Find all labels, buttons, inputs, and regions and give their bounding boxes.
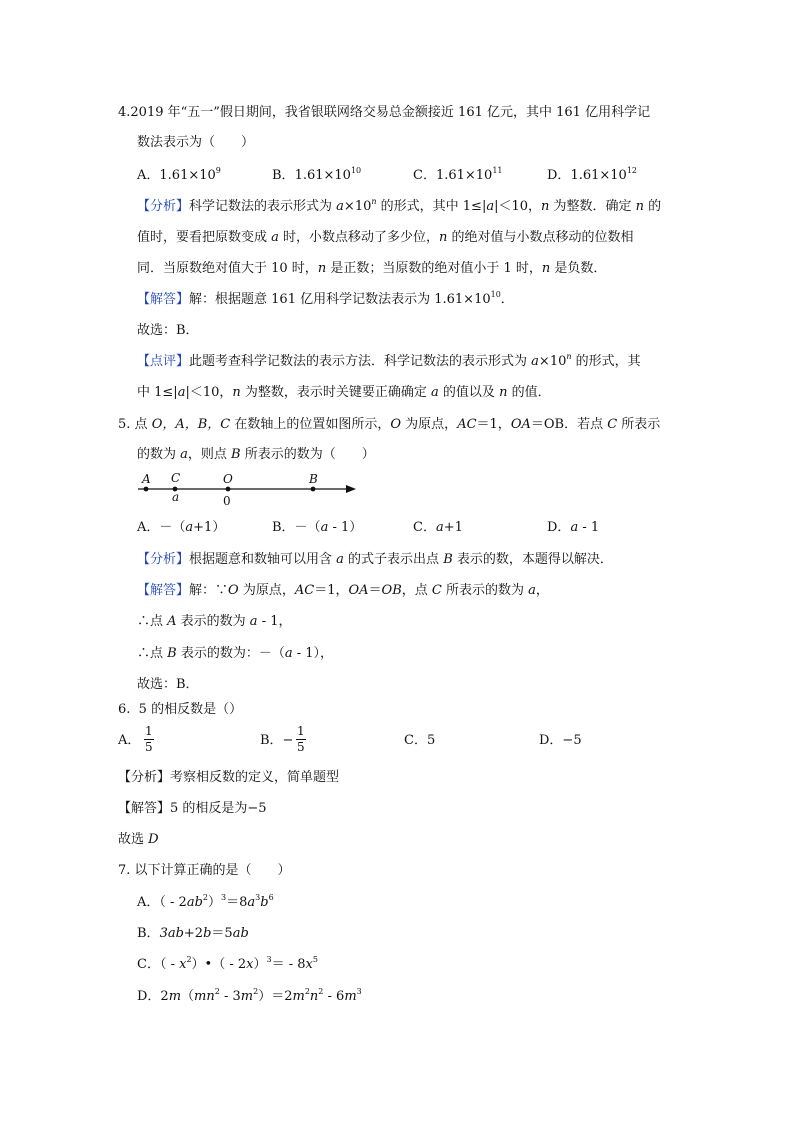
analysis-tag: 【分析】 <box>118 770 171 785</box>
q7-option-c: C．（ - $x^2)•( - 2x)^3= - 8x^5$ <box>137 955 318 972</box>
point-o-dot <box>226 487 231 492</box>
q7-option-b: B．3ab+2b＝5ab <box>137 926 249 941</box>
q6-number: 6. <box>118 702 131 717</box>
point-b-dot <box>311 487 316 492</box>
label-a-value: a <box>172 490 180 504</box>
q5-option-d: D．a - 1 <box>547 520 600 535</box>
q5-stem-line2: 的数为 a，则点 B 所表示的数为（ ） <box>137 447 375 462</box>
point-a-dot <box>144 487 149 492</box>
q7-option-d: D．$2m(mn^2 - 3m^2)=2m^2n^2 - 6m^3$ <box>137 987 362 1004</box>
q4-comment-line2: 中 1≤|a|＜10，n 为整数，表示时关键要正确确定 a 的值以及 n 的值． <box>137 385 551 400</box>
q6-option-a-fraction: $\frac{1}{5}$ <box>145 724 153 754</box>
number-line-figure <box>136 468 366 512</box>
q6-stem: 6. 5 的相反数是（） <box>118 702 243 717</box>
q5-step1: ∴点 A 表示的数为 a - 1， <box>137 614 292 629</box>
q6-option-c: C．5 <box>404 733 436 748</box>
label-zero: 0 <box>223 494 231 508</box>
q6-analysis: 【分析】考察相反数的定义，简单题型 <box>118 770 340 785</box>
q4-analysis-line2: 值时，要看把原数变成 a 时，小数点移动了多少位，n 的绝对值与小数点移动的位数相 <box>137 230 634 245</box>
answer-tag: 【解答】 <box>137 292 190 307</box>
q6-option-a-label: A． <box>118 733 141 748</box>
axis-arrow-icon <box>346 485 356 493</box>
q5-option-c: C．a+1 <box>413 520 463 535</box>
q4-number: 4. <box>118 105 131 120</box>
label-b: B <box>309 472 318 486</box>
q6-option-b-fraction: $\frac{1}{5}$ <box>297 724 305 754</box>
q4-comment-line1: 【点评】此题考查科学记数法的表示方法．科学记数法的表示形式为 $a\times 10^n$ 的形式，其 <box>137 352 641 369</box>
q4-stem-text1: 2019 年“五一”假日期间，我省银联网络交易总金额接近 161 亿元，其中 161 亿用科学记 <box>130 105 651 120</box>
q5-step2: ∴点 B 表示的数为：－（a - 1）， <box>137 646 334 661</box>
q4-stem-line1 <box>118 104 650 122</box>
analysis-tag: 【分析】 <box>137 552 190 567</box>
q4-analysis-line1: 【分析】科学记数法的表示形式为 $a\times 10^n$ 的形式，其中 1≤|a|＜10，n 为整数．确定 n 的 <box>137 197 662 214</box>
q6-answer: 【解答】5 的相反是为−5 <box>118 801 267 816</box>
label-c: C <box>171 471 181 485</box>
q4-option-a: A．$1.61\times 10^9$ <box>137 166 221 183</box>
q5-stem-line1: 5. 点 O，A，B，C 在数轴上的位置如图所示，O 为原点，AC＝1，OA＝OB．若点 C 所表示 <box>118 417 661 432</box>
q4-option-b: B．$1.61\times 10^{10}$ <box>272 166 362 183</box>
q5-choice: 故选：B． <box>137 677 199 692</box>
q7-option-a: A．（ - $2ab^2)^3=8a^3b^6$ <box>137 893 274 910</box>
label-o: O <box>223 472 233 486</box>
q4-stem-line2: 数法表示为（ ） <box>137 135 255 150</box>
label-a: A <box>142 472 151 486</box>
answer-tag: 【解答】 <box>118 801 171 816</box>
q4-analysis-line3: 同．当原数绝对值大于 10 时，n 是正数；当原数的绝对值小于 1 时，n 是负数． <box>137 261 607 276</box>
q5-option-b: B．－（a - 1） <box>272 520 363 535</box>
analysis-tag: 【分析】 <box>137 199 190 214</box>
comment-tag: 【点评】 <box>137 354 190 369</box>
q6-choice: 故选 D <box>118 832 159 847</box>
q4-answer: 【解答】解：根据题意 161 亿用科学记数法表示为 $1.61\times 10^{10}$． <box>137 290 514 307</box>
answer-tag: 【解答】 <box>137 583 190 598</box>
q7-stem: 7. 以下计算正确的是（ ） <box>118 863 291 878</box>
q5-analysis: 【分析】根据题意和数轴可以用含 a 的式子表示出点 B 表示的数，本题得以解决． <box>137 552 613 567</box>
q4-option-d: D．$1.61\times 10^{12}$ <box>547 166 638 183</box>
q5-number: 5. <box>118 417 131 432</box>
q6-option-d: D．−5 <box>539 733 582 748</box>
q4-option-c: C．$1.61\times 10^{11}$ <box>413 166 503 183</box>
q6-option-b-label: B．− <box>260 733 294 748</box>
q7-number: 7. <box>118 863 131 878</box>
q5-answer: 【解答】解：∵O 为原点，AC＝1，OA＝OB，点 C 所表示的数为 a， <box>137 583 549 598</box>
q4-choice: 故选：B． <box>137 323 199 338</box>
q5-option-a: A．－（a+1） <box>137 520 226 535</box>
